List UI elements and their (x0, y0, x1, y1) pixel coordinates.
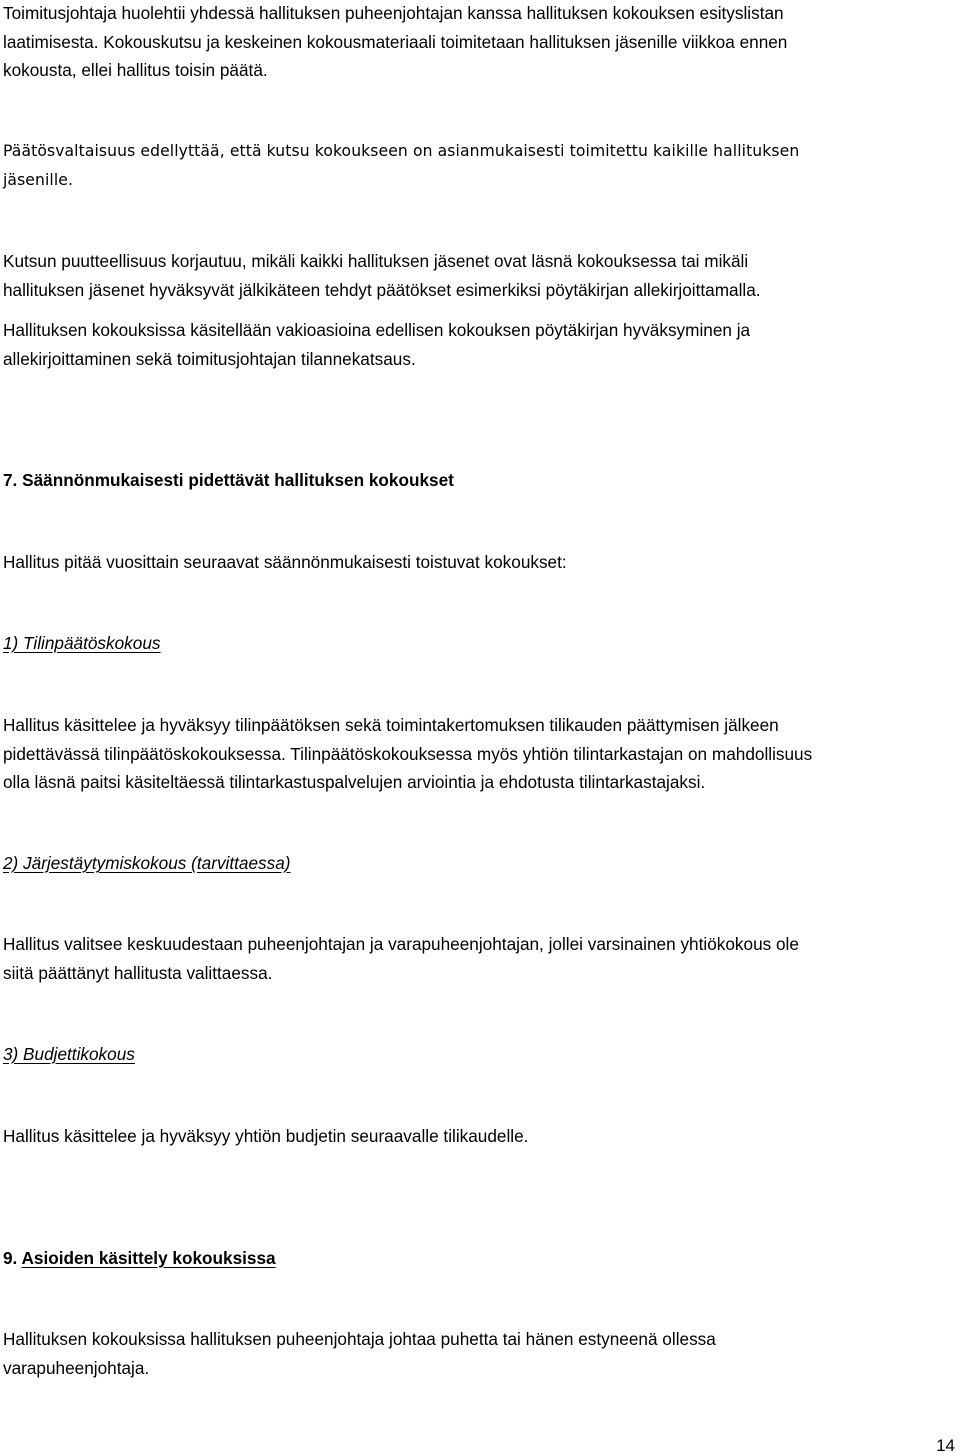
page-number: 14 (936, 1436, 955, 1455)
text-line: Hallitus valitsee keskuudestaan puheenjohtajan ja varapuheenjohtajan, jollei varsinainen yhtiökokous ole (3, 934, 799, 954)
heading-line (3, 1244, 948, 1273)
text-line: Hallitus käsittelee ja hyväksyy yhtiön budjetin seuraavalle tilikaudelle. (3, 1126, 529, 1146)
text-line: Hallituksen kokouksissa käsitellään vakioasioina edellisen kokouksen pöytäkirjan hyväksyminen ja (3, 320, 751, 340)
heading-line (3, 466, 948, 495)
section-title: Säännönmukaisesti pidettävät hallituksen kokoukset (22, 470, 454, 490)
meeting-3-paragraph (3, 1122, 948, 1151)
section-9-paragraph (3, 1325, 948, 1382)
meeting-3-title (3, 1040, 948, 1069)
text-line: laatimisesta. Kokouskutsu ja keskeinen kokousmateriaali toimitetaan hallituksen jäsenille viikkoa ennen (3, 31, 788, 52)
text-line: olla läsnä paitsi käsiteltäessä tilintarkastuspalvelujen arviointia ja ehdotusta tilintarkastajaksi. (3, 772, 706, 792)
quorum-paragraph (3, 137, 948, 194)
section-7-heading (3, 466, 948, 495)
meeting-2-title (3, 849, 948, 878)
text-line: Hallitus pitää vuosittain seuraavat säännönmukaisesti toistuvat kokoukset: (3, 552, 567, 572)
text-line: pidettävässä tilinpäätöskokouksessa. Tilinpäätöskokouksessa myös yhtiön tilintarkastajan on mahdollisuus (3, 743, 813, 764)
section-title: Asioiden käsittely kokouksissa (21, 1248, 276, 1268)
standard-items-paragraph (3, 316, 948, 373)
text-line: jäsenille. (3, 170, 74, 189)
text-line: Toimitusjohtaja huolehtii yhdessä hallituksen puheenjohtajan kanssa hallituksen kokouksen esityslistan (3, 3, 784, 23)
section-7-intro (3, 548, 948, 577)
text-line: Hallituksen kokouksissa hallituksen puheenjohtaja johtaa puhetta tai hänen estyneenä ollessa (3, 1329, 716, 1349)
subheading-line: 3) Budjettikokous (3, 1044, 135, 1064)
subheading-line: 1) Tilinpäätöskokous (3, 633, 161, 653)
text-line: siitä päättänyt hallitusta valittaessa. (3, 962, 273, 983)
section-9-heading (3, 1244, 948, 1273)
meeting-1-title (3, 629, 948, 658)
meeting-1-paragraph (3, 711, 948, 797)
intro-paragraph (3, 0, 948, 85)
text-line: kokousta, ellei hallitus toisin päätä. (3, 60, 268, 80)
text-line: Päätösvaltaisuus edellyttää, että kutsu kokoukseen on asianmukaisesti toimitettu kaikille hallituksen (3, 142, 800, 160)
section-number: 9. (3, 1248, 18, 1268)
text-line: Hallitus käsittelee ja hyväksyy tilinpäätöksen sekä toimintakertomuksen tilikauden päättymisen jälkeen (3, 715, 779, 735)
text-line: hallituksen jäsenet hyväksyvät jälkikäteen tehdyt päätökset esimerkiksi pöytäkirjan allekirjoittamalla. (3, 279, 761, 300)
invitation-fix-paragraph (3, 247, 948, 304)
section-number: 7. (3, 470, 18, 490)
text-line: varapuheenjohtaja. (3, 1357, 150, 1378)
text-line: allekirjoittaminen sekä toimitusjohtajan tilannekatsaus. (3, 348, 416, 369)
text-line: Kutsun puutteellisuus korjautuu, mikäli kaikki hallituksen jäsenet ovat läsnä kokouksessa tai mikäli (3, 251, 749, 271)
subheading-line: 2) Järjestäytymiskokous (tarvittaessa) (3, 853, 291, 873)
meeting-2-paragraph (3, 930, 948, 987)
